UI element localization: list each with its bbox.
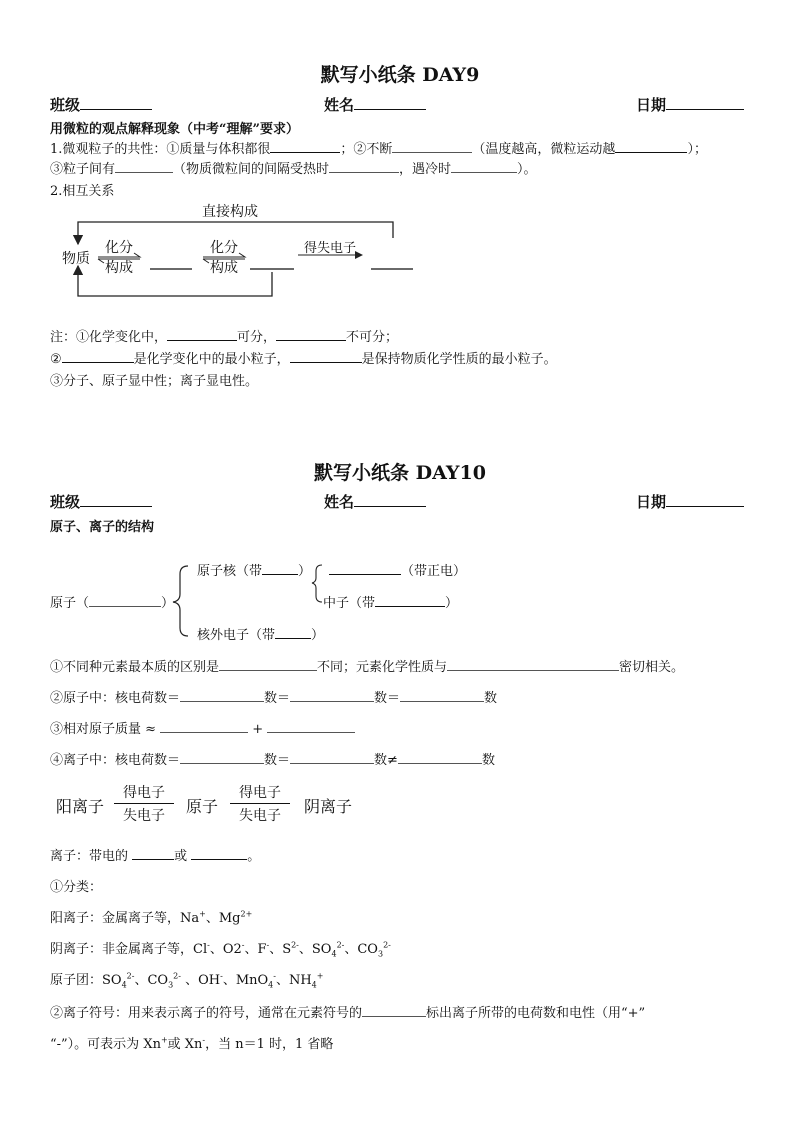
blank[interactable] (180, 750, 264, 764)
ion-symbol-line2: “-”）。可表示为 Xn+或 Xn-，当 n＝1 时，1 省略 (50, 1035, 334, 1052)
text: 阴离子：非金属离子等，Cl (50, 942, 208, 957)
text: 数 (484, 691, 498, 706)
gain-lose-label: 得失电子 (304, 241, 357, 256)
text: 、S (269, 942, 292, 957)
class-label: 班级 (50, 96, 81, 114)
text: 是保持物质化学性质的最小粒子。 (361, 352, 557, 367)
day9-section-title: 用微粒的观点解释现象（中考“理解”要求） (50, 122, 299, 137)
date-label: 日期 (636, 96, 667, 114)
rule3 (50, 718, 355, 737)
day10-section-title: 原子、离子的结构 (50, 520, 155, 535)
build-text: 构成 (210, 260, 238, 276)
rule2 (50, 687, 497, 706)
text: 可分， (237, 330, 277, 345)
radical-examples: 原子团：$SO_4^{2-}$、$CO_3^{2-}$ 、OH-、MnO$_4$-、$NH_4^+$ (50, 971, 324, 990)
text: “-”）。可表示为 Xn (50, 1037, 161, 1052)
text: 中子（带 (323, 596, 376, 611)
text: 阳离子：金属离子等，Na (50, 911, 200, 926)
matter-label: 物质 (62, 251, 90, 267)
atom-label: 原子 (186, 797, 219, 816)
gain-lose-conversion-2 (230, 782, 290, 825)
text: 数＝ (264, 691, 291, 706)
text: ）。 (517, 162, 537, 177)
large-brace (173, 566, 188, 636)
blank[interactable] (447, 657, 619, 671)
text: 标出离子所带的电荷数和电性（用“+” (426, 1006, 646, 1021)
anion-examples: 阴离子：非金属离子等，Cl-、O2-、F-、$S^{2-}$、$SO_4^{2-}$、$CO_3^{2-}$ (50, 940, 391, 959)
text: 、MnO (222, 973, 269, 988)
text: 数≠ (374, 753, 398, 768)
text: 不可分； (346, 330, 399, 345)
text: ，遇冷时 (399, 162, 452, 177)
text: （温度越高，微粒运动越 (472, 142, 616, 157)
text: 数 (481, 753, 495, 768)
text: 、SO (298, 942, 332, 957)
text: （带正电） (401, 564, 467, 579)
text: 离子：带电的 (50, 849, 133, 864)
text: ） (161, 596, 175, 611)
text: ，当 n＝1 时，1 省略 (205, 1037, 334, 1052)
text: ③相对原子质量 ≈ (50, 722, 161, 737)
text: 、O2 (209, 942, 242, 957)
gain-lose-conversion-1 (114, 782, 174, 825)
day10-title: 默写小纸条 DAY10 (314, 462, 486, 484)
day9-title: 默写小纸条 DAY9 (320, 64, 480, 86)
build-text: 构成 (105, 260, 133, 276)
text: （物质微粒间的间隔受热时 (173, 162, 330, 177)
text: ②离子符号：用来表示离子的符号，通常在元素符号的 (50, 1006, 363, 1021)
text: 注：①化学变化中， (50, 330, 168, 345)
text: 不同；元素化学性质与 (317, 660, 448, 675)
text: 、Mg (205, 911, 241, 926)
text: 、F (244, 942, 267, 957)
direct-compose-label: 直接构成 (202, 204, 258, 220)
class-label: 班级 (50, 493, 81, 511)
text: + (248, 722, 268, 737)
conversion-bar (230, 803, 290, 804)
blank[interactable] (160, 719, 248, 733)
classification-title: ①分类： (50, 880, 103, 895)
text: 、NH (275, 973, 312, 988)
text: 1.微观粒子的共性：①质量与体积都很 (50, 142, 271, 157)
text: ④离子中：核电荷数＝ (50, 753, 181, 768)
text: ①不同种元素最本质的区别是 (50, 660, 220, 675)
name-label: 姓名 (324, 493, 355, 511)
text: 原子团：SO (50, 973, 122, 988)
blank[interactable] (290, 750, 374, 764)
rule4 (50, 749, 495, 768)
blank[interactable] (400, 688, 484, 702)
anion-label: 阴离子 (304, 797, 353, 816)
text: ②原子中：核电荷数＝ (50, 691, 181, 706)
blank[interactable] (290, 688, 374, 702)
text: 数＝ (374, 691, 401, 706)
text: 、OH (180, 973, 221, 988)
ion-definition (50, 845, 260, 864)
text: 。 (247, 849, 261, 864)
text: 原子（ (50, 596, 90, 611)
blank[interactable] (398, 750, 482, 764)
lose-electron-text: 失电子 (239, 808, 281, 824)
split-text: 化分 (210, 240, 238, 256)
small-brace (312, 565, 322, 602)
blank[interactable] (180, 688, 264, 702)
conversion-bar (114, 803, 174, 804)
text: 或 (174, 849, 192, 864)
text: 是化学变化中的最小粒子， (133, 352, 290, 367)
date-label: 日期 (636, 493, 667, 511)
text: ） (445, 596, 459, 611)
text: ） (298, 564, 312, 579)
text: 原子核（带 (197, 564, 263, 579)
text: 数＝ (264, 753, 291, 768)
text: ） (311, 628, 325, 643)
blank[interactable] (362, 1003, 426, 1017)
blank[interactable] (191, 846, 247, 860)
text: ）； (687, 142, 707, 157)
day9-line3: 2.相互关系 (50, 184, 115, 199)
split-text: 化分 (105, 240, 133, 256)
text: 核外电子（带 (197, 628, 276, 643)
cation-label: 阳离子 (56, 797, 105, 816)
gain-electron-text: 得电子 (239, 785, 281, 801)
ion-symbol-line1 (50, 1002, 645, 1021)
text: 密切相关。 (619, 660, 685, 675)
name-label: 姓名 (324, 96, 355, 114)
day9-note3: ③分子、原子显中性；离子显电性。 (50, 374, 259, 389)
cation-examples: 阳离子：金属离子等，Na+、$Mg^{2+}$ (50, 909, 253, 926)
text: ② (50, 352, 62, 367)
text: ；②不断 (340, 142, 393, 157)
blank[interactable] (219, 657, 317, 671)
text: ③粒子间有 (50, 162, 116, 177)
gain-electron-text: 得电子 (123, 785, 165, 801)
blank[interactable] (132, 846, 174, 860)
text: 或 Xn (167, 1037, 203, 1052)
text: 、CO (344, 942, 378, 957)
lose-electron-text: 失电子 (123, 808, 165, 824)
blank[interactable] (267, 719, 355, 733)
rule1 (50, 656, 684, 675)
text: 、CO (134, 973, 169, 988)
